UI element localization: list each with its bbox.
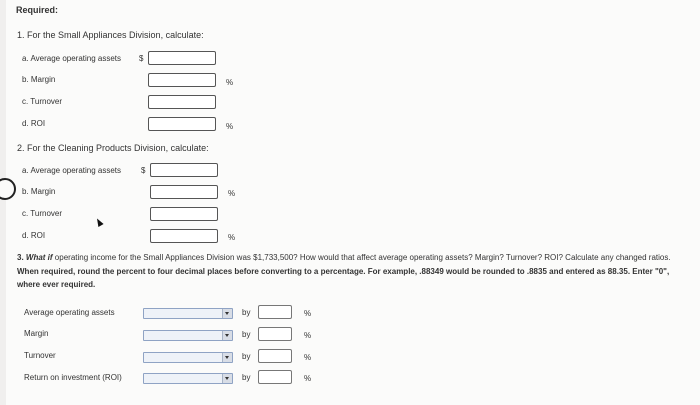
part3-roi-select[interactable] (143, 373, 233, 384)
part1-margin-label: b. Margin (22, 75, 56, 84)
part3-turnover-select[interactable] (143, 352, 233, 363)
part2-heading: 2. For the Cleaning Products Division, calculate: (17, 143, 209, 153)
part2-avg-assets-label: a. Average operating assets (22, 166, 122, 175)
chevron-down-icon (222, 331, 232, 340)
part3-instruction: When required, round the percent to four decimal places before converting to a percentage. For example, .88349 would be rounded to .8835 and entered as 88.35. Enter "0", where ever required. (17, 266, 670, 289)
part3-margin-label: Margin (24, 329, 49, 338)
part1-avg-assets-dollar: $ (139, 54, 144, 63)
part3-margin-input[interactable] (258, 327, 292, 341)
part3-margin-select[interactable] (143, 330, 233, 341)
chevron-down-icon (222, 353, 232, 362)
part3-margin-by: by (242, 330, 251, 339)
part3-turnover-by: by (242, 352, 251, 361)
required-heading: Required: (16, 5, 59, 15)
part3-turnover-percent: % (304, 353, 312, 362)
part3-avg-assets-label: Average operating assets (24, 308, 115, 317)
part2-avg-assets-dollar: $ (141, 166, 146, 175)
part1-turnover-input[interactable] (148, 95, 216, 109)
part3-turnover-label: Turnover (24, 351, 56, 360)
part3-avg-assets-input[interactable] (258, 305, 292, 319)
part1-turnover-label: c. Turnover (22, 97, 63, 106)
part2-avg-assets-input[interactable] (150, 163, 218, 177)
part3-avg-assets-percent: % (304, 309, 312, 318)
chevron-down-icon (222, 374, 232, 383)
part3-margin-percent: % (304, 331, 312, 340)
question-panel (6, 0, 700, 405)
part2-turnover-label: c. Turnover (22, 209, 63, 218)
part2-turnover-input[interactable] (150, 207, 218, 221)
part2-roi-percent: % (228, 233, 236, 242)
part3-number: 3. (17, 253, 24, 262)
chevron-down-icon (222, 309, 232, 318)
part3-what-if: What if (25, 253, 53, 262)
part2-margin-label: b. Margin (22, 187, 56, 196)
part3-avg-assets-select[interactable] (143, 308, 233, 319)
part3-question-text: operating income for the Small Appliances Division was $1,733,500? How would that affect average operating assets? Margin? Turnover? ROI? Calculate any changed ratios. (52, 253, 671, 262)
part1-heading: 1. For the Small Appliances Division, calculate: (17, 30, 204, 40)
part1-margin-percent: % (226, 78, 234, 87)
part1-roi-percent: % (226, 122, 234, 131)
part3-question (17, 251, 687, 292)
part3-roi-input[interactable] (258, 370, 292, 384)
part2-margin-input[interactable] (150, 185, 218, 199)
part1-avg-assets-input[interactable] (148, 51, 216, 65)
part1-roi-input[interactable] (148, 117, 216, 131)
part1-avg-assets-label: a. Average operating assets (22, 54, 122, 63)
part3-avg-assets-by: by (242, 308, 251, 317)
part2-margin-percent: % (228, 189, 236, 198)
part3-roi-label: Return on investment (ROI) (24, 373, 122, 382)
part1-roi-label: d. ROI (22, 119, 46, 128)
part2-roi-label: d. ROI (22, 231, 46, 240)
part3-roi-by: by (242, 373, 251, 382)
part1-margin-input[interactable] (148, 73, 216, 87)
part3-roi-percent: % (304, 374, 312, 383)
part3-turnover-input[interactable] (258, 349, 292, 363)
part2-roi-input[interactable] (150, 229, 218, 243)
